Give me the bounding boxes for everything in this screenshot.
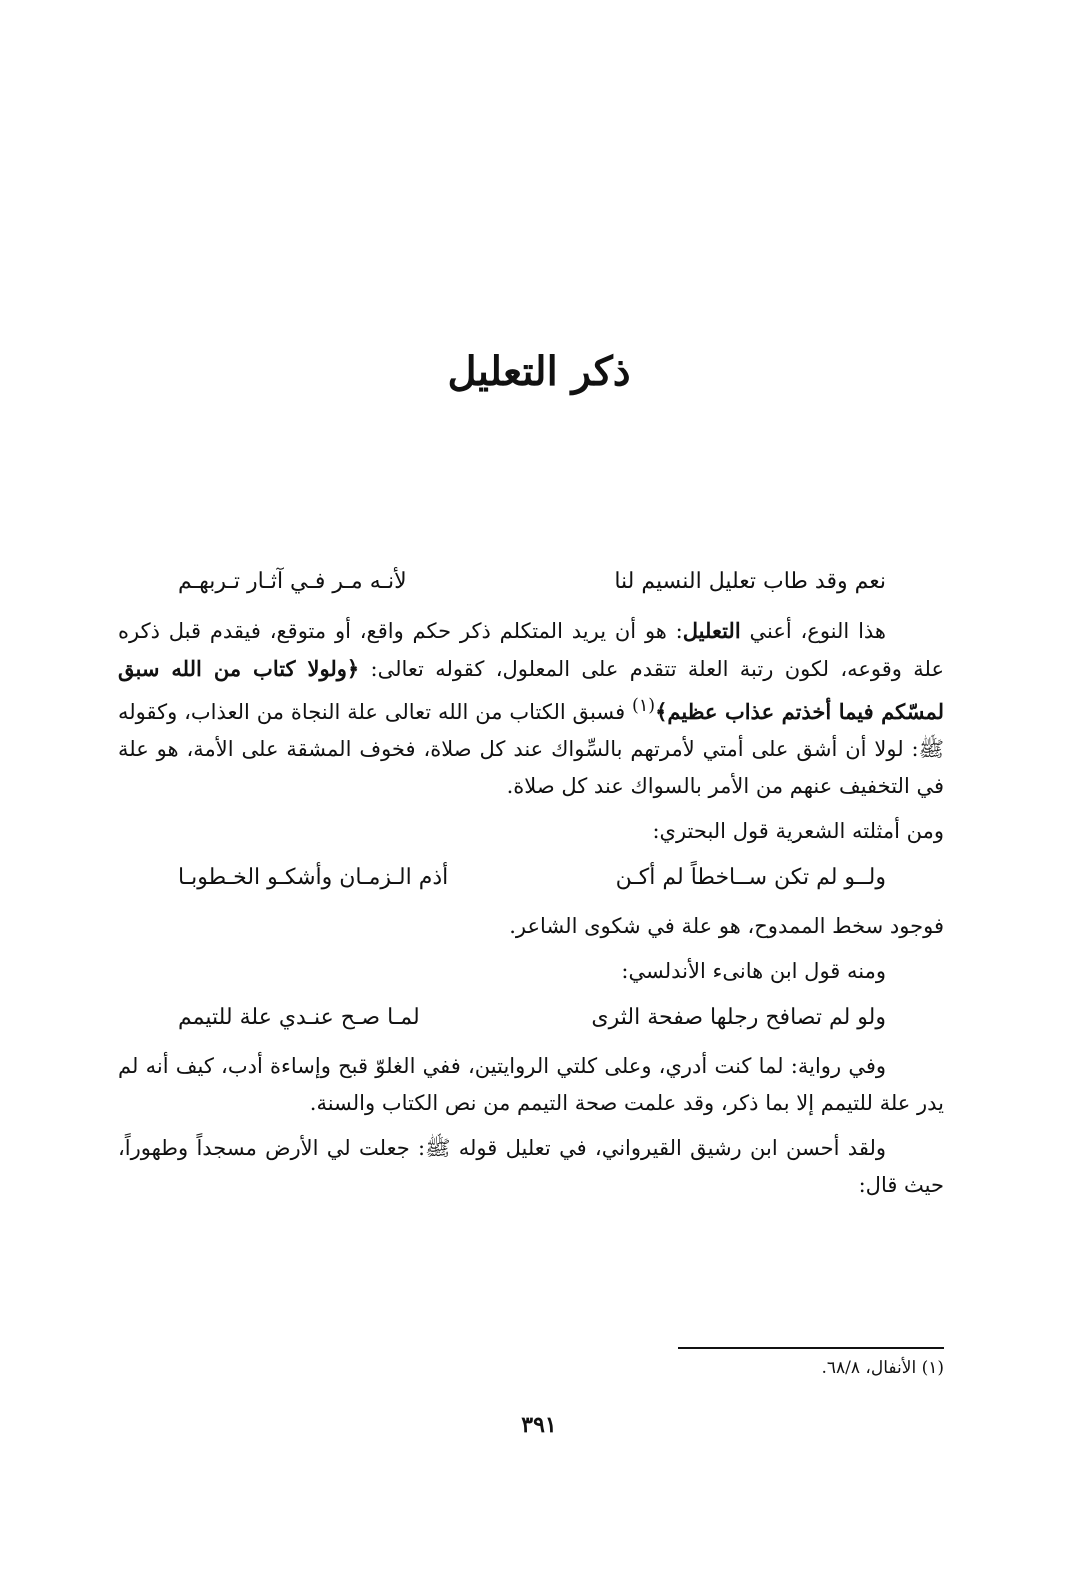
paragraph-definition-rest: فسبق الكتاب من الله تعالى علة النجاة من العذاب، وكقوله ﷺ: لولا أن أشق على أمتي لأمرتهم بالسِّواك عند كل صلاة، فخوف المشقة على الأمة، هو علة في التخفيف عنهم من الأمر بالسواك عند كل صلاة. [118,700,944,798]
main-text [118,558,944,1212]
paragraph-ibn-rashiq: ولقد أحسن ابن رشيق القيرواني، في تعليل قوله ﷺ: جعلت لي الأرض مسجداً وطهوراً، حيث قال: [118,1136,944,1197]
comment-buhturi: فوجود سخط الممدوح، هو علة في شكوى الشاعر. [509,914,944,938]
footnote-reference: (١) [632,696,656,716]
poetry-verse-2 [118,858,944,898]
verse-1-second-hemistich: لأنـه مـر فـي آثـار تـربهـم [178,569,407,594]
chapter-title: ذكر التعليل [447,348,631,395]
paragraph-definition [118,612,944,805]
verse-2-first-hemistich: ولــو لم تكن ســاخطاً لم أكـن [615,865,886,890]
page-number: ٣٩١ [521,1412,557,1438]
paragraph-riwaya: وفي رواية: لما كنت أدري، وعلى كلتي الروايتين، ففي الغلوّ قبح وإساءة أدب، كيف أنه لم يدر علة للتيمم إلا بما ذكر، وقد علمت صحة التيمم من نص الكتاب والسنة. [118,1054,944,1115]
verse-2-second-hemistich: أذم الـزمـان وأشكـو الخـطوبـا [178,865,449,890]
intro-buhturi: ومن أمثلته الشعرية قول البحتري: [652,819,944,843]
poetry-verse-1 [118,562,944,602]
paragraph-definition-body: : هو أن يريد المتكلم ذكر حكم واقع، أو متوقع، فيقدم قبل ذكره علة وقوعه، لكون رتبة العلة تتقدم على المعلول، كقوله تعالى: [118,619,944,681]
intro-ibn-hani: ومنه قول ابن هانىء الأندلسي: [621,959,886,983]
verse-3-first-hemistich: ولو لم تصافح رجلها صفحة الثرى [591,1005,886,1030]
poetry-verse-3 [118,998,944,1038]
quran-verse: ﴿ولولا كتاب من الله سبق لمسّكم فيما أخذتم عذاب عظيم﴾ [118,656,944,724]
verse-3-second-hemistich: لمـا صـح عنـدي علة للتيمم [178,1005,420,1030]
verse-1-first-hemistich: نعم وقد طاب تعليل النسيم لنا [614,569,886,594]
footnote: (١) الأنفال، ٦٨/٨. [821,1358,944,1378]
footnote-divider [678,1347,944,1349]
term-taalil: التعليل [682,618,741,643]
paragraph-definition-intro: هذا النوع، أعني [740,619,887,643]
